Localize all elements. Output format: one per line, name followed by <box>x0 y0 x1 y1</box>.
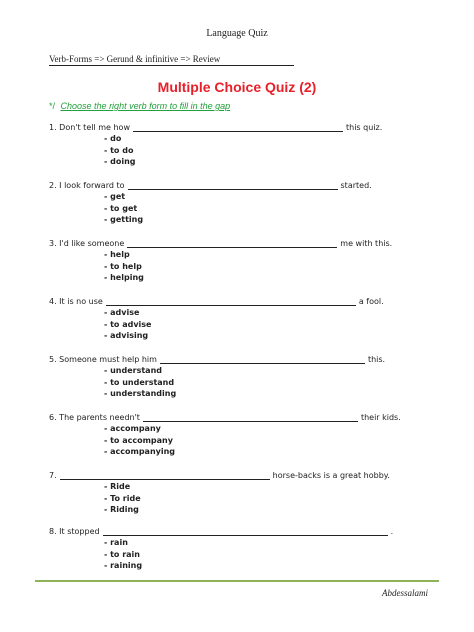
option[interactable]: - to do <box>104 145 134 155</box>
option[interactable]: - getting <box>104 215 144 224</box>
option[interactable]: - to advise <box>104 319 152 329</box>
option-list <box>49 307 429 342</box>
option[interactable]: - raining <box>104 561 143 570</box>
option[interactable]: - to get <box>104 203 138 213</box>
question-text: 2. I look forward to <box>49 181 125 190</box>
answer-blank[interactable] <box>106 297 356 306</box>
question-text-end: this quiz. <box>346 123 383 132</box>
question-text: 1. Don't tell me how <box>49 123 130 132</box>
question-text: 5. Someone must help him <box>49 355 157 364</box>
question-text: 6. The parents needn't <box>49 413 140 422</box>
question-text-end: . <box>390 527 394 536</box>
question-text-end: started. <box>340 181 372 190</box>
option-list <box>49 537 429 572</box>
answer-blank[interactable] <box>60 471 270 480</box>
option-list <box>49 423 429 458</box>
page-header-title: Language Quiz <box>206 28 268 39</box>
breadcrumb: Verb-Forms => Gerund & infinitive => Review <box>49 54 294 66</box>
question-3 <box>49 236 429 284</box>
option[interactable]: - to rain <box>104 549 140 559</box>
option[interactable]: - do <box>104 134 122 143</box>
question-5 <box>49 352 429 400</box>
option-list <box>49 481 429 516</box>
question-text: 7. <box>49 471 57 480</box>
option[interactable]: - to accompany <box>104 435 173 445</box>
option[interactable]: - doing <box>104 157 136 166</box>
question-text: 4. It is no use <box>49 297 103 306</box>
footer-divider <box>35 580 439 582</box>
instruction-marker: */ <box>49 101 56 111</box>
option[interactable]: - to understand <box>104 377 175 387</box>
question-8 <box>49 524 429 572</box>
option[interactable]: - accompany <box>104 424 161 433</box>
question-2 <box>49 178 429 226</box>
option[interactable]: - accompanying <box>104 447 176 456</box>
option[interactable]: - Riding <box>104 505 139 514</box>
option-list <box>49 249 429 284</box>
answer-blank[interactable] <box>127 239 337 248</box>
question-text-end: horse-backs is a great hobby. <box>272 471 390 480</box>
option[interactable]: - help <box>104 250 130 259</box>
question-1 <box>49 120 429 168</box>
quiz-title: Multiple Choice Quiz (2) <box>157 79 317 95</box>
question-text-end: me with this. <box>340 239 393 248</box>
answer-blank[interactable] <box>133 123 343 132</box>
answer-blank[interactable] <box>143 413 358 422</box>
option[interactable]: - helping <box>104 273 144 282</box>
question-text-end: their kids. <box>360 413 401 422</box>
option-list <box>49 365 429 400</box>
answer-blank[interactable] <box>160 355 365 364</box>
instruction <box>49 101 230 111</box>
option[interactable]: - understand <box>104 366 162 375</box>
option[interactable]: - Ride <box>104 482 131 491</box>
footer-author: Abdessalami <box>382 588 428 598</box>
question-4 <box>49 294 429 342</box>
option[interactable]: - To ride <box>104 493 141 503</box>
answer-blank[interactable] <box>128 181 338 190</box>
question-text: 3. I'd like someone <box>49 239 125 248</box>
question-text-end: a fool. <box>358 297 384 306</box>
option[interactable]: - advise <box>104 308 140 317</box>
option-list <box>49 191 429 226</box>
option[interactable]: - rain <box>104 538 128 547</box>
question-text: 8. It stopped <box>49 527 100 536</box>
question-7 <box>49 468 429 516</box>
answer-blank[interactable] <box>103 527 388 536</box>
option-list <box>49 133 429 168</box>
option[interactable]: - understanding <box>104 389 177 398</box>
question-text-end: this. <box>367 355 386 364</box>
option[interactable]: - to help <box>104 261 142 271</box>
option[interactable]: - advising <box>104 331 149 340</box>
instruction-text: Choose the right verb form to fill in the gap <box>60 101 231 111</box>
question-6 <box>49 410 429 458</box>
option[interactable]: - get <box>104 192 126 201</box>
